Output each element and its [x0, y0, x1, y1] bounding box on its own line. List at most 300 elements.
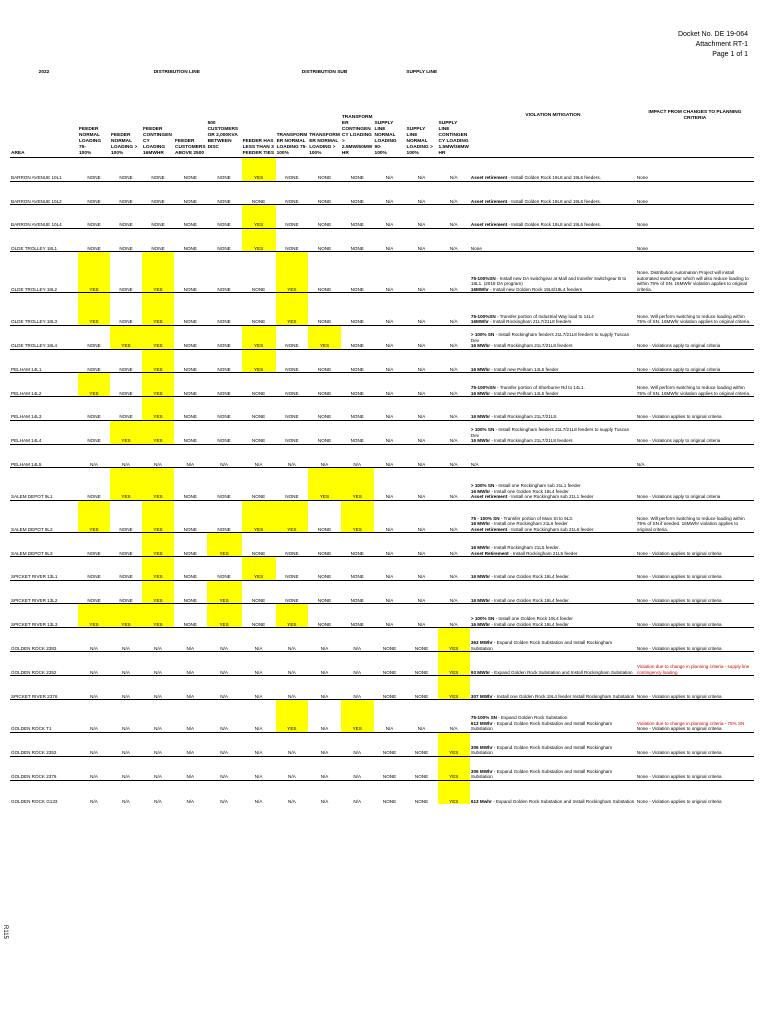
criteria-cell: YES	[142, 533, 174, 557]
table-row	[10, 420, 754, 444]
mitigation-cell	[470, 500, 636, 533]
criteria-cell: YES	[142, 252, 174, 293]
criteria-cell: N/A	[207, 780, 242, 804]
criteria-cell: YES	[207, 604, 242, 628]
criteria-cell: YES	[438, 652, 470, 676]
criteria-cell: N/A	[406, 325, 438, 349]
impact-cell	[636, 732, 754, 756]
column-header	[10, 76, 78, 158]
impact-text: N/A	[636, 461, 645, 467]
criteria-cell: NONE	[207, 468, 242, 501]
criteria-cell: NONE	[276, 557, 309, 581]
criteria-cell: NONE	[374, 780, 406, 804]
criteria-cell: N/A	[174, 652, 207, 676]
criteria-cell: NONE	[308, 252, 341, 293]
criteria-cell: YES	[438, 732, 470, 756]
criteria-cell: YES	[78, 293, 110, 326]
column-header	[341, 76, 374, 158]
group-supply-line: SUPPLY LINE	[406, 70, 438, 75]
criteria-cell: N/A	[276, 732, 309, 756]
mitigation-key: 16 MWhr	[470, 390, 491, 396]
table-row	[10, 756, 754, 780]
impact-cell	[636, 349, 754, 373]
criteria-cell: YES	[142, 373, 174, 397]
area-cell: PELHAM 14L1	[10, 349, 78, 373]
criteria-cell: NONE	[110, 373, 142, 397]
mitigation-text: - Install one Rockingham 21L6 feeder	[490, 521, 568, 526]
criteria-cell: NONE	[78, 181, 110, 205]
criteria-cell: NONE	[78, 325, 110, 349]
mitigation-key: 307 MWhr	[470, 693, 493, 699]
criteria-cell: NONE	[374, 676, 406, 700]
criteria-cell: N/A	[374, 700, 406, 733]
mitigation-line	[471, 175, 635, 181]
criteria-cell: N/A	[406, 500, 438, 533]
criteria-cell: NONE	[341, 181, 374, 205]
mitigation-cell	[470, 228, 636, 252]
impact-text: None - Violations apply to original criteria	[636, 366, 721, 372]
criteria-cell: N/A	[341, 756, 374, 780]
column-header-line: NORMAL	[406, 139, 428, 144]
criteria-cell: NONE	[242, 580, 276, 604]
criteria-cell: NONE	[174, 181, 207, 205]
area-cell: SALEM DEPOT 9L2	[10, 500, 78, 533]
criteria-cell: NONE	[78, 533, 110, 557]
mitigation-text: - Install Golden Rock 19L8 and 19L6 feeders.	[507, 222, 601, 227]
criteria-cell: NONE	[174, 158, 207, 182]
criteria-cell: NONE	[308, 181, 341, 205]
mitigation-line	[471, 574, 635, 580]
criteria-cell: YES	[276, 500, 309, 533]
mitigation-key: 16 MWhr	[470, 621, 491, 627]
criteria-cell: N/A	[308, 780, 341, 804]
mitigation-text: - Install one Golden Rock 19L4 feeder.	[490, 597, 570, 603]
criteria-cell: NONE	[207, 293, 242, 326]
mitigation-key: 306 MWhr	[470, 744, 493, 750]
column-header-line: SUPPLY	[438, 121, 458, 126]
area-cell: SPICKET RIVER 13L1	[10, 557, 78, 581]
column-header-line: TRANSFORM	[341, 115, 373, 120]
criteria-cell: N/A	[374, 325, 406, 349]
criteria-cell: NONE	[308, 420, 341, 444]
impact-cell	[636, 468, 754, 501]
criteria-cell: N/A	[438, 349, 470, 373]
mitigation-key: 16MWhr	[470, 319, 489, 324]
criteria-cell: N/A	[78, 444, 110, 468]
area-cell: GOLDEN ROCK 2383	[10, 628, 78, 652]
criteria-cell: YES	[142, 604, 174, 628]
mitigation-line	[471, 694, 635, 700]
column-header-line: 1.5MW/36MW	[438, 145, 469, 150]
criteria-cell: NONE	[406, 652, 438, 676]
column-header-line: NORMAL	[79, 133, 101, 138]
criteria-cell: NONE	[308, 349, 341, 373]
criteria-cell: NONE	[78, 349, 110, 373]
impact-text: None - Violation applies to original criteria	[636, 693, 722, 699]
area-cell: BARRON AVENUE 10L2	[10, 181, 78, 205]
mitigation-line	[471, 222, 635, 228]
criteria-cell: YES	[142, 500, 174, 533]
criteria-cell: NONE	[142, 158, 174, 182]
column-header-line: LINE	[438, 127, 450, 132]
criteria-cell: NONE	[207, 420, 242, 444]
criteria-cell: NONE	[308, 293, 341, 326]
criteria-cell: YES	[78, 252, 110, 293]
side-stamp: R115	[2, 925, 8, 939]
criteria-cell: NONE	[341, 533, 374, 557]
mitigation-text: - Install new DA switchgear at Mall and transfer Switchgear B to 18L1. (2018 DA program)	[470, 275, 627, 286]
mitigation-key: 75-100%SN	[470, 385, 496, 390]
mitigation-cell	[470, 533, 636, 557]
criteria-cell: N/A	[242, 628, 276, 652]
criteria-cell: N/A	[438, 420, 470, 444]
criteria-cell: N/A	[341, 444, 374, 468]
criteria-cell: NONE	[341, 604, 374, 628]
criteria-cell: YES	[78, 604, 110, 628]
impact-text: None - Violations apply to original criteria	[636, 494, 721, 499]
criteria-cell: YES	[207, 580, 242, 604]
criteria-cell: N/A	[242, 700, 276, 733]
mitigation-text: - Install one Rockingham sub 21L1 feeder	[507, 494, 594, 499]
criteria-cell: N/A	[78, 700, 110, 733]
criteria-cell: NONE	[110, 293, 142, 326]
criteria-cell: NONE	[308, 500, 341, 533]
criteria-cell: N/A	[438, 325, 470, 349]
criteria-cell: N/A	[374, 293, 406, 326]
criteria-cell: N/A	[78, 780, 110, 804]
mitigation-line	[471, 438, 635, 444]
mitigation-key: 16 MWhr	[470, 488, 491, 494]
criteria-cell: NONE	[341, 158, 374, 182]
criteria-cell: N/A	[406, 205, 438, 229]
criteria-cell: YES	[142, 468, 174, 501]
criteria-cell: N/A	[78, 652, 110, 676]
mitigation-cell	[470, 293, 636, 326]
criteria-cell: YES	[438, 756, 470, 780]
criteria-cell: N/A	[110, 700, 142, 733]
table-row	[10, 181, 754, 205]
criteria-cell: NONE	[110, 580, 142, 604]
impact-text: Violation due to change in planning criteria - 75% SN	[636, 720, 745, 726]
criteria-cell: NONE	[242, 397, 276, 421]
criteria-cell: N/A	[174, 756, 207, 780]
table-row	[10, 325, 754, 349]
criteria-cell: N/A	[308, 628, 341, 652]
criteria-cell: N/A	[438, 500, 470, 533]
criteria-cell: NONE	[374, 628, 406, 652]
mitigation-key: 16 MWhr	[470, 521, 491, 526]
criteria-cell: N/A	[174, 628, 207, 652]
column-header-line: ER NORMAL	[276, 139, 306, 144]
criteria-cell: N/A	[374, 444, 406, 468]
criteria-cell: NONE	[174, 580, 207, 604]
area-cell: SALEM DEPOT 9L3	[10, 533, 78, 557]
area-cell: GOLDEN ROCK 2352	[10, 652, 78, 676]
criteria-cell: N/A	[406, 293, 438, 326]
mitigation-text: - Expand Golden Rock Substation	[496, 715, 568, 720]
criteria-cell: N/A	[174, 676, 207, 700]
criteria-cell: N/A	[174, 700, 207, 733]
mitigation-cell	[470, 325, 636, 349]
criteria-cell: N/A	[374, 557, 406, 581]
mitigation-text: - Install Rockingham 21L5 feeder.	[490, 545, 560, 550]
criteria-cell: N/A	[207, 732, 242, 756]
table-row	[10, 500, 754, 533]
column-header-line: LESS THAN 3	[242, 145, 274, 150]
criteria-cell: N/A	[207, 444, 242, 468]
criteria-cell: NONE	[406, 756, 438, 780]
criteria-cell: NONE	[174, 349, 207, 373]
criteria-cell: N/A	[438, 533, 470, 557]
table-row	[10, 444, 754, 468]
criteria-cell: YES	[276, 604, 309, 628]
criteria-cell: N/A	[438, 293, 470, 326]
criteria-cell: NONE	[174, 604, 207, 628]
criteria-cell: NONE	[110, 181, 142, 205]
impact-text: None. Will perform switching to reduce loading within 75% of SN. 16MWhr violation applies to original criteria.	[636, 385, 751, 396]
criteria-cell: N/A	[341, 628, 374, 652]
impact-cell	[636, 557, 754, 581]
area-cell: SPICKET RIVER 13L3	[10, 604, 78, 628]
column-header-line: 100%	[111, 151, 124, 156]
criteria-cell: NONE	[242, 604, 276, 628]
impact-cell	[636, 580, 754, 604]
year-label: 2022	[38, 70, 50, 75]
criteria-cell: YES	[276, 252, 309, 293]
impact-cell	[636, 228, 754, 252]
criteria-cell: NONE	[341, 557, 374, 581]
criteria-cell: NONE	[110, 557, 142, 581]
criteria-cell: N/A	[78, 732, 110, 756]
criteria-cell: NONE	[78, 468, 110, 501]
table-row	[10, 780, 754, 804]
column-header-line: FEEDER	[175, 139, 195, 144]
criteria-cell: NONE	[174, 228, 207, 252]
mitigation-line	[471, 367, 635, 373]
criteria-cell: YES	[341, 468, 374, 501]
impact-text: None - Violation applies to original criteria	[636, 550, 722, 556]
criteria-cell: N/A	[308, 676, 341, 700]
impact-text: None - Violation applies to original criteria	[636, 645, 722, 651]
mitigation-line	[471, 319, 635, 325]
table-row	[10, 349, 754, 373]
mitigation-text: - Install Golden Rock 19L8 and 19L6 feeders.	[507, 175, 601, 180]
criteria-cell: NONE	[276, 420, 309, 444]
mitigation-text: - Transfer portion of Industrial Way load to 14L4	[495, 313, 594, 319]
column-header-line: FEEDER TIES	[242, 151, 275, 156]
criteria-cell: N/A	[438, 158, 470, 182]
column-header-line: LOADING >	[406, 145, 433, 150]
criteria-cell: YES	[438, 676, 470, 700]
criteria-cell: NONE	[242, 420, 276, 444]
criteria-cell: N/A	[174, 780, 207, 804]
mitigation-text: - Install Golden Rock 19L8 and 19L6 feeders.	[507, 198, 601, 204]
criteria-cell: NONE	[308, 604, 341, 628]
mitigation-key: > 100% SN	[470, 427, 495, 432]
column-header-line: CUSTOMERS	[175, 145, 206, 150]
criteria-cell: NONE	[174, 293, 207, 326]
criteria-cell: NONE	[308, 228, 341, 252]
mitigation-cell	[470, 604, 636, 628]
mitigation-cell	[470, 628, 636, 652]
criteria-cell: YES	[142, 557, 174, 581]
criteria-cell: NONE	[308, 158, 341, 182]
criteria-cell: YES	[142, 397, 174, 421]
criteria-cell: N/A	[374, 468, 406, 501]
criteria-cell: YES	[242, 205, 276, 229]
impact-cell	[636, 205, 754, 229]
planning-criteria-table	[10, 70, 754, 804]
criteria-cell: NONE	[341, 293, 374, 326]
criteria-cell: NONE	[78, 397, 110, 421]
mitigation-key: 75-100% SN	[470, 715, 497, 720]
column-header	[207, 76, 242, 158]
criteria-cell: NONE	[78, 557, 110, 581]
column-header	[406, 76, 438, 158]
mitigation-text: - Install Rockingham 21L7/21L8 feeders	[488, 319, 572, 324]
criteria-cell: N/A	[78, 676, 110, 700]
criteria-cell: NONE	[341, 397, 374, 421]
mitigation-text: - Expand Golden Rock Substation and Install Rockingham Substation	[470, 768, 613, 779]
criteria-cell: NONE	[207, 397, 242, 421]
criteria-cell: N/A	[142, 628, 174, 652]
table-row	[10, 732, 754, 756]
criteria-cell: N/A	[242, 780, 276, 804]
column-header-line: CONTINGEN	[143, 133, 172, 138]
criteria-cell: N/A	[207, 628, 242, 652]
impact-cell	[636, 293, 754, 326]
criteria-cell: N/A	[374, 533, 406, 557]
column-header-line: 100%	[79, 151, 92, 156]
impact-cell	[636, 604, 754, 628]
criteria-cell: N/A	[276, 652, 309, 676]
criteria-cell: NONE	[242, 181, 276, 205]
criteria-cell: YES	[207, 533, 242, 557]
criteria-cell: NONE	[341, 325, 374, 349]
area-cell: OLDE TROLLEY 18L2	[10, 252, 78, 293]
criteria-cell: NONE	[308, 533, 341, 557]
criteria-cell: N/A	[276, 628, 309, 652]
criteria-cell: NONE	[207, 349, 242, 373]
mitigation-cell	[470, 444, 636, 468]
criteria-cell: NONE	[142, 205, 174, 229]
criteria-cell: N/A	[438, 181, 470, 205]
column-header-line: OR 2,000KVA	[207, 133, 238, 138]
criteria-cell: YES	[110, 325, 142, 349]
area-cell: SPICKET RIVER 2376	[10, 676, 78, 700]
column-header-line: SUPPLY	[374, 121, 394, 126]
criteria-cell: N/A	[110, 652, 142, 676]
criteria-cell: N/A	[276, 676, 309, 700]
criteria-cell: N/A	[242, 732, 276, 756]
table-row	[10, 397, 754, 421]
criteria-cell: NONE	[276, 373, 309, 397]
mitigation-line	[471, 427, 635, 438]
criteria-cell: NONE	[110, 397, 142, 421]
mitigation-text: - Install one Rockingham sub 21L1 feeder	[494, 483, 581, 488]
mitigation-key: 16 MWhr	[470, 343, 491, 348]
column-header-line: CY LOADING	[143, 139, 166, 150]
mitigation-text: - Transfer portion of Main St to 9L3.	[499, 515, 574, 521]
criteria-cell: N/A	[341, 676, 374, 700]
area-cell: SALEM DEPOT 9L1	[10, 468, 78, 501]
mitigation-key: > 100% SN	[470, 332, 495, 337]
mitigation-text: - Expand Golden Rock Substation and Install Rockingham Substation	[491, 798, 635, 804]
column-header-line: LOADING >	[309, 145, 336, 150]
criteria-cell: NONE	[276, 397, 309, 421]
mitigation-key: 16 MWhr	[470, 574, 491, 579]
mitigation-text: - Install new Pelham 14L5 feeder	[490, 366, 559, 372]
criteria-cell: NONE	[276, 181, 309, 205]
criteria-cell: N/A	[374, 500, 406, 533]
mitigation-key: 75-100%SN	[470, 275, 496, 281]
column-header-line: HR	[341, 151, 349, 156]
impact-text: None	[636, 198, 648, 204]
criteria-cell: NONE	[242, 293, 276, 326]
criteria-cell: YES	[308, 468, 341, 501]
criteria-cell: N/A	[142, 444, 174, 468]
criteria-cell: N/A	[341, 780, 374, 804]
mitigation-cell	[470, 652, 636, 676]
column-header	[142, 76, 174, 158]
criteria-cell: NONE	[276, 349, 309, 373]
criteria-cell: N/A	[374, 158, 406, 182]
mitigation-cell	[470, 373, 636, 397]
mitigation-line	[471, 670, 635, 676]
criteria-cell: N/A	[110, 676, 142, 700]
column-header	[110, 76, 142, 158]
criteria-cell: YES	[242, 158, 276, 182]
criteria-cell: N/A	[341, 652, 374, 676]
table-row	[10, 652, 754, 676]
criteria-cell: NONE	[341, 228, 374, 252]
criteria-cell: NONE	[174, 373, 207, 397]
criteria-cell: YES	[78, 500, 110, 533]
criteria-cell: NONE	[341, 349, 374, 373]
column-header-line: LOADING 75-	[276, 145, 307, 150]
criteria-cell: N/A	[406, 468, 438, 501]
criteria-cell: N/A	[308, 652, 341, 676]
criteria-cell: NONE	[110, 349, 142, 373]
criteria-cell: NONE	[207, 252, 242, 293]
criteria-cell: N/A	[406, 580, 438, 604]
docket-number: Docket No. DE 19-064	[677, 31, 748, 38]
criteria-cell: N/A	[242, 652, 276, 676]
criteria-cell: N/A	[110, 780, 142, 804]
criteria-cell: N/A	[406, 557, 438, 581]
mitigation-text: - Expand Golden Rock Substation and Install Rockingham Substation	[470, 720, 613, 731]
mitigation-cell	[470, 732, 636, 756]
table-row	[10, 533, 754, 557]
criteria-cell: NONE	[110, 228, 142, 252]
mitigation-text: - Install one Rockingham sub 21L6 feeder	[507, 526, 594, 532]
criteria-cell: N/A	[110, 628, 142, 652]
criteria-cell: NONE	[207, 181, 242, 205]
table-row	[10, 205, 754, 229]
column-header-line: 100%	[276, 151, 289, 156]
column-header-impact: IMPACT FROM CHANGES TO PLANNING CRITERIA	[648, 110, 742, 122]
impact-text: None. Will perform switching to reduce loading within 75% of SN if needed. 16MWhr violation applies to original criteria.	[636, 515, 745, 532]
criteria-cell: NONE	[110, 205, 142, 229]
criteria-cell: NONE	[110, 533, 142, 557]
criteria-cell: N/A	[406, 420, 438, 444]
area-cell: OLDE TROLLEY 18L1	[10, 228, 78, 252]
criteria-cell: N/A	[174, 444, 207, 468]
criteria-cell: N/A	[110, 732, 142, 756]
table-row	[10, 158, 754, 182]
area-cell: SPICKET RIVER 13L2	[10, 580, 78, 604]
criteria-cell: N/A	[438, 205, 470, 229]
